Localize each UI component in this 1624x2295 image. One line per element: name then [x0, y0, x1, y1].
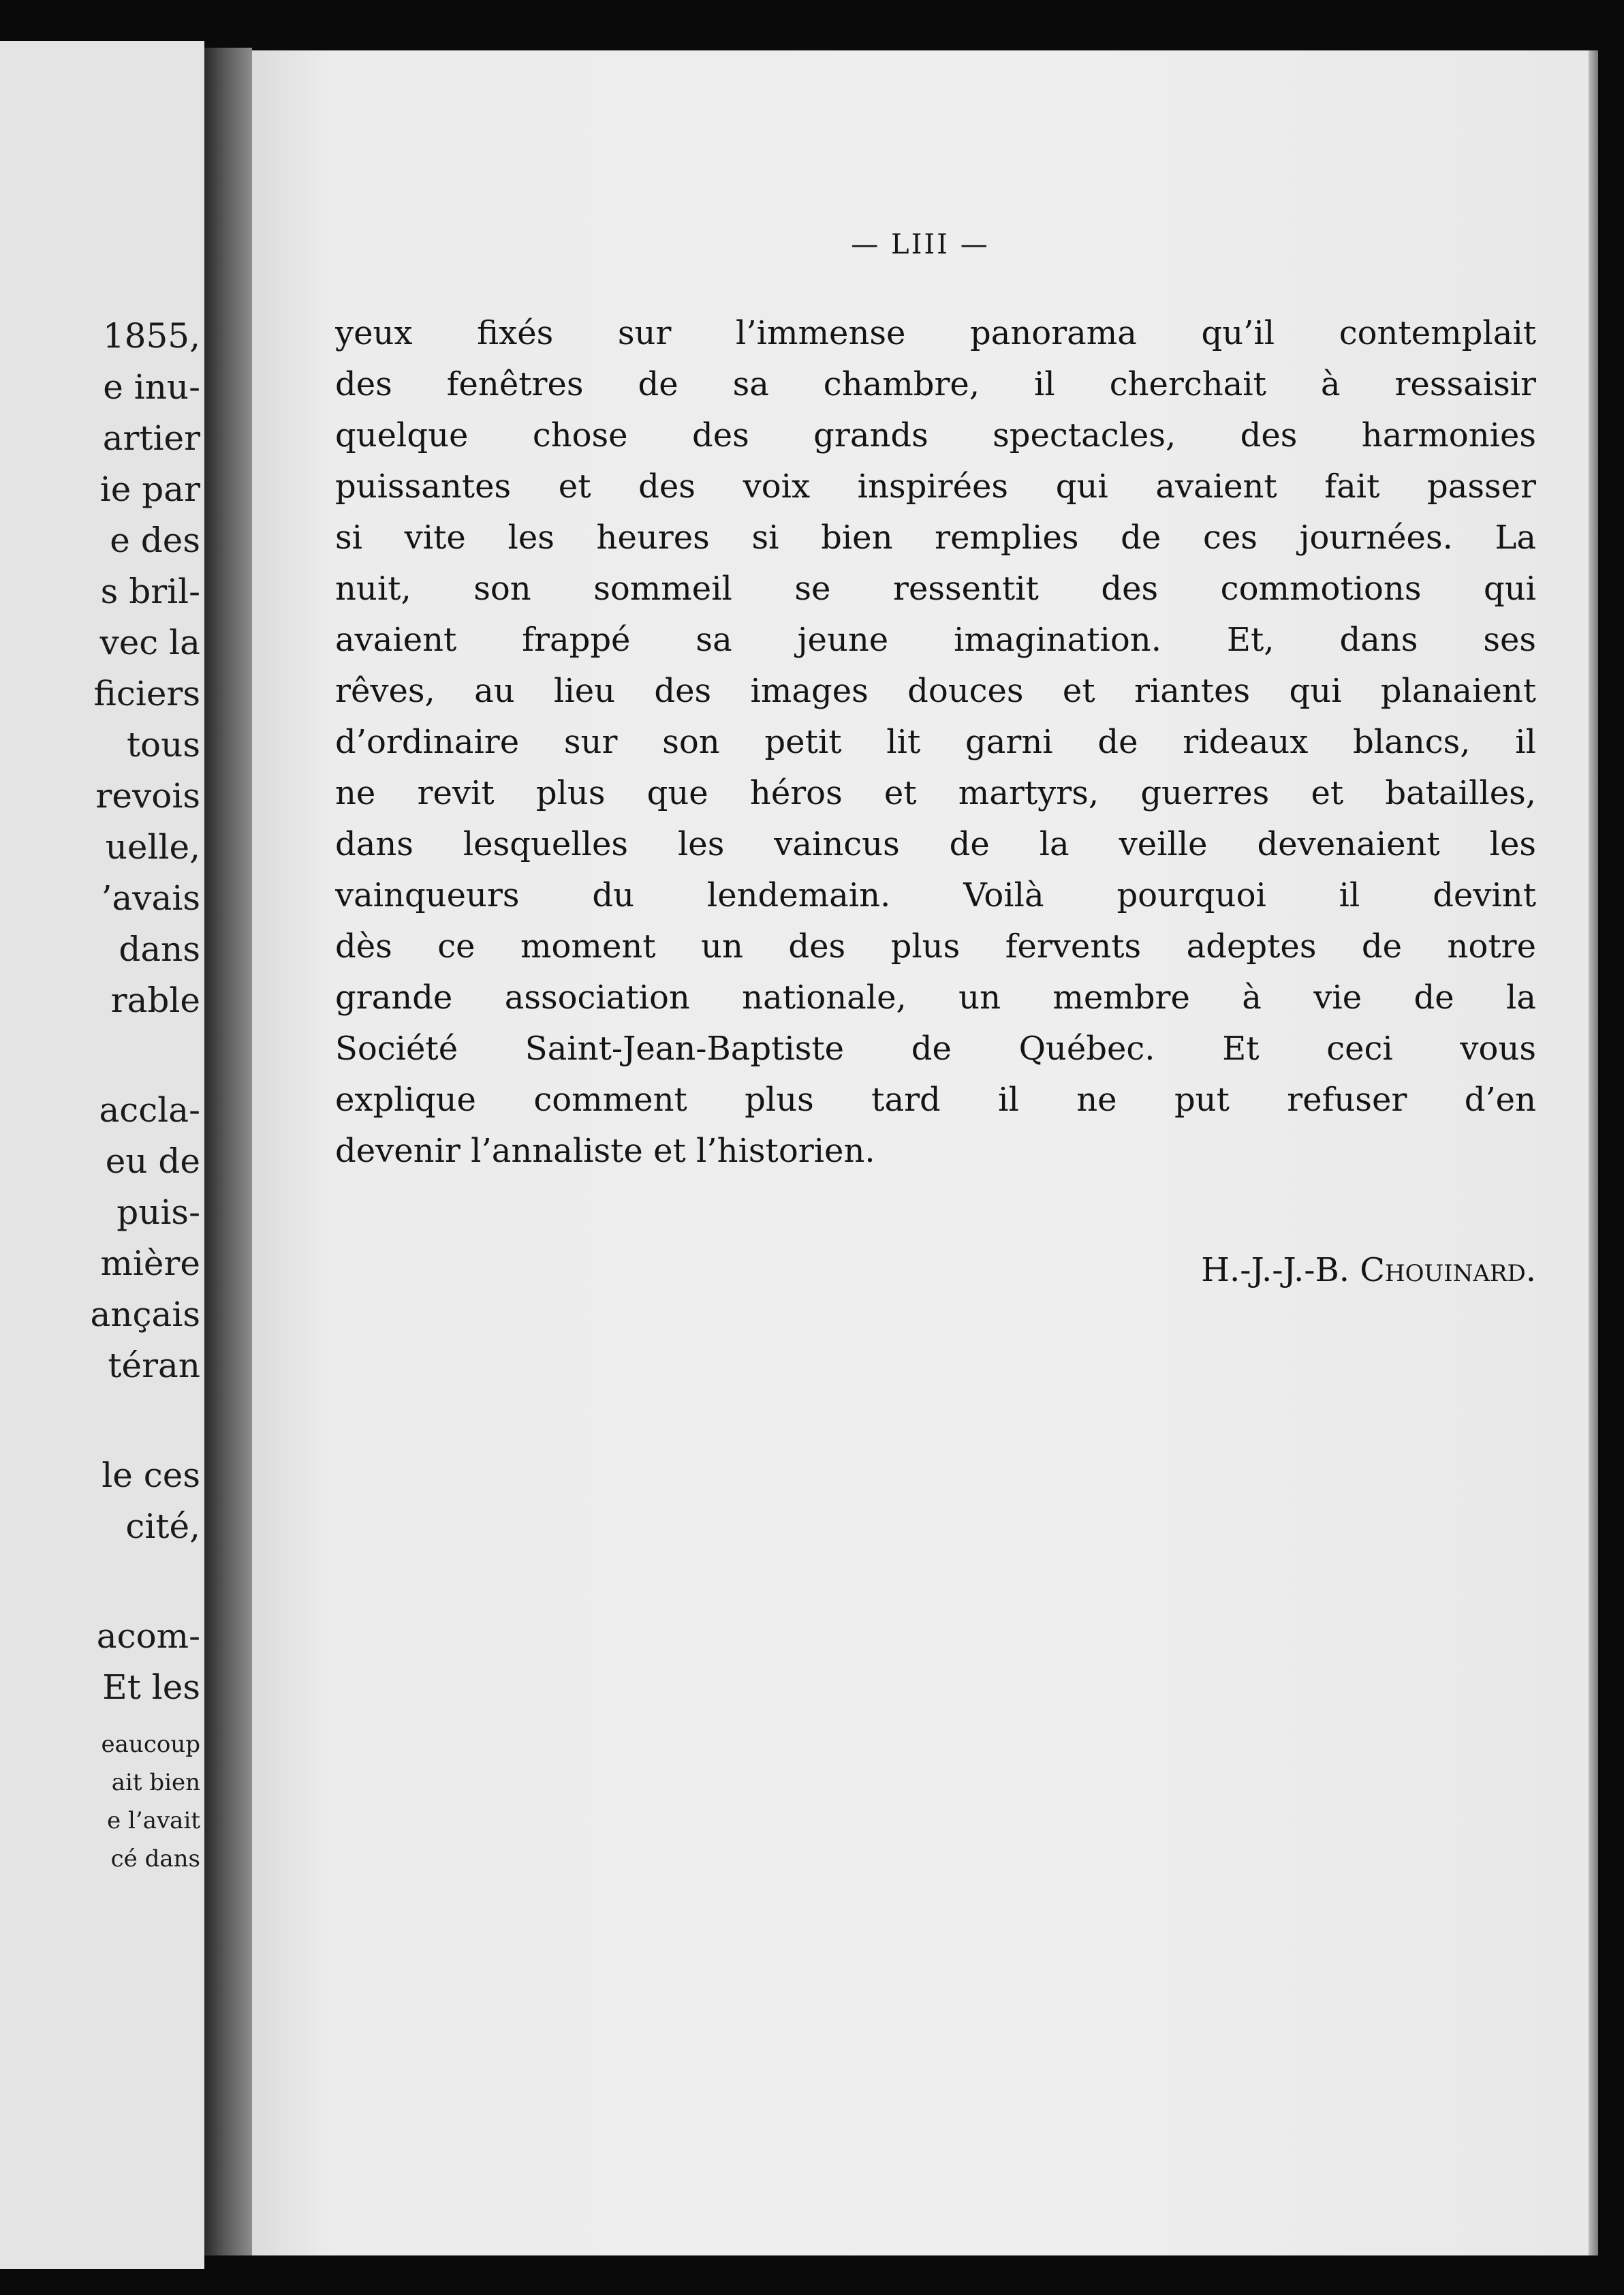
text-line: dans lesquelles les vaincus de la veille devenaient les — [335, 825, 1536, 863]
signature-text: H.-J.-J.-B. Chouinard. — [1201, 1251, 1536, 1289]
left-footnote-line: eaucoup — [101, 1731, 200, 1758]
text-line: explique comment plus tard il ne put refuser d’en — [335, 1081, 1536, 1119]
left-line: uelle, — [105, 827, 200, 867]
text-line: puissantes et des voix inspirées qui avaient fait passer — [335, 467, 1536, 506]
left-line: vec la — [99, 623, 200, 662]
text-line: vainqueurs du lendemain. Voilà pourquoi il devint — [335, 876, 1536, 914]
paragraph-gap — [0, 1552, 200, 1611]
text-line: quelque chose des grands spectacles, des harmonies — [335, 416, 1536, 455]
text-line: des fenêtres de sa chambre, il cherchait à ressaisir — [335, 365, 1536, 403]
left-footnote-line: ait bien — [111, 1769, 200, 1796]
text-line: grande association nationale, un membre à vie de la — [335, 979, 1536, 1017]
left-line: ficiers — [93, 674, 200, 713]
left-line: téran — [108, 1346, 200, 1385]
text-line: si vite les heures si bien remplies de ces journées. La — [335, 519, 1536, 557]
left-line: cité, — [125, 1507, 200, 1546]
left-page-fragment — [0, 41, 204, 2269]
text-line: avaient frappé sa jeune imagination. Et, dans ses — [335, 621, 1536, 659]
left-line: rable — [110, 981, 200, 1020]
paragraph-gap — [0, 1026, 200, 1085]
left-line: revois — [95, 776, 200, 816]
left-footnote-line: cé dans — [110, 1845, 200, 1873]
left-line: ie par — [99, 469, 200, 509]
text-line: Société Saint-Jean-Baptiste de Québec. Et ceci vous — [335, 1030, 1536, 1068]
left-line: e des — [110, 521, 200, 560]
paragraph-gap — [0, 1391, 200, 1450]
text-line: d’ordinaire sur son petit lit garni de rideaux blancs, il — [335, 723, 1536, 761]
page-edge — [1589, 50, 1598, 2255]
book-spine-shadow — [204, 48, 252, 2255]
left-line: ’avais — [101, 878, 200, 918]
left-line: tous — [126, 725, 200, 765]
left-line: e inu- — [103, 367, 200, 407]
left-line: 1855, — [102, 316, 200, 356]
body-text — [335, 308, 1589, 1177]
left-line: acom- — [96, 1616, 200, 1656]
left-line: eu de — [105, 1141, 200, 1181]
left-line: Et les — [102, 1667, 200, 1707]
left-line: mière — [100, 1244, 200, 1283]
left-line: s bril- — [100, 572, 200, 611]
author-signature — [335, 1251, 1536, 1289]
right-page — [252, 50, 1589, 2255]
text-line: nuit, son sommeil se ressentit des commotions qui — [335, 570, 1536, 608]
left-line: artier — [102, 418, 200, 458]
left-line: accla- — [99, 1090, 200, 1130]
text-line: dès ce moment un des plus fervents adeptes de notre — [335, 927, 1536, 966]
text-line: devenir l’annaliste et l’historien. — [335, 1132, 875, 1170]
left-page-text — [0, 311, 200, 1878]
running-head: — LIII — — [851, 229, 990, 260]
left-line: dans — [119, 929, 200, 969]
left-line: puis- — [116, 1192, 200, 1232]
left-footnote-line: e l’avait — [107, 1807, 200, 1834]
text-line: rêves, au lieu des images douces et riantes qui planaient — [335, 672, 1536, 710]
left-line: ançais — [90, 1295, 200, 1334]
text-line: ne revit plus que héros et martyrs, guerres et batailles, — [335, 774, 1536, 812]
text-line: yeux fixés sur l’immense panorama qu’il contemplait — [335, 314, 1536, 352]
left-line: le ces — [102, 1455, 200, 1495]
